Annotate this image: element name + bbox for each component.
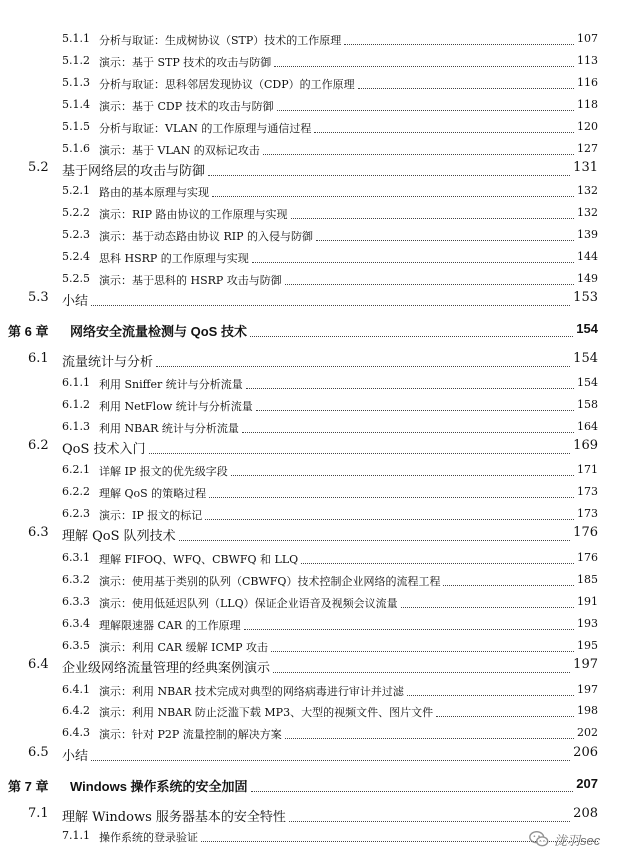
toc-entry-number: 6.4 bbox=[28, 657, 49, 672]
toc-entry-page: 132 bbox=[577, 184, 598, 197]
toc-entry-number: 6.2.2 bbox=[62, 485, 90, 498]
toc-entry-page: 171 bbox=[577, 463, 598, 476]
toc-entry bbox=[0, 373, 638, 395]
dot-leader bbox=[407, 695, 574, 696]
toc-entry-title: 演示：针对 P2P 流量控制的解决方案 bbox=[99, 728, 282, 741]
toc-entry-page: 173 bbox=[577, 507, 598, 520]
watermark-text: 泷羽sec bbox=[554, 832, 601, 848]
toc-entry bbox=[0, 350, 638, 372]
toc-entry bbox=[0, 548, 638, 570]
dot-leader bbox=[401, 607, 574, 608]
toc-entry bbox=[0, 570, 638, 592]
toc-entry-title: 理解 QoS 队列技术 bbox=[62, 529, 176, 544]
dot-leader bbox=[252, 262, 574, 263]
toc-entry-title: 演示：利用 NBAR 防止泛滥下载 MP3、大型的视频文件、图片文件 bbox=[99, 706, 434, 719]
toc-entry-number: 5.1.4 bbox=[62, 98, 90, 111]
wechat-icon bbox=[528, 828, 550, 850]
dot-leader bbox=[301, 563, 574, 564]
toc-entry-page: 207 bbox=[576, 776, 598, 791]
toc-entry-title: 演示：基于 STP 技术的攻击与防御 bbox=[99, 56, 272, 69]
dot-leader bbox=[291, 218, 574, 219]
toc-entry-page: 118 bbox=[577, 98, 598, 111]
dot-leader bbox=[316, 240, 574, 241]
toc-entry bbox=[0, 139, 638, 161]
toc-entry bbox=[0, 117, 638, 139]
toc-entry-page: 153 bbox=[573, 290, 598, 305]
toc-entry-page: 208 bbox=[573, 806, 598, 821]
toc-entry bbox=[0, 775, 638, 797]
toc-entry-title: 分析与取证：VLAN 的工作原理与通信过程 bbox=[99, 122, 312, 135]
dot-leader bbox=[250, 336, 573, 337]
toc-entry-title: 网络安全流量检测与 QoS 技术 bbox=[70, 324, 247, 339]
toc-entry-title: 演示：使用低延迟队列（LLQ）保证企业语音及视频会议流量 bbox=[99, 597, 398, 610]
toc-entry-number: 5.2.2 bbox=[62, 206, 90, 219]
toc-entry bbox=[0, 269, 638, 291]
toc-entry-number: 第 7 章 bbox=[8, 779, 49, 794]
toc-entry-number: 5.1.2 bbox=[62, 54, 90, 67]
toc-entry-number: 6.1.1 bbox=[62, 376, 90, 389]
toc-entry-number: 5.1.6 bbox=[62, 142, 90, 155]
toc-entry bbox=[0, 73, 638, 95]
toc-entry-title: 分析与取证：思科邻居发现协议（CDP）的工作原理 bbox=[99, 78, 355, 91]
toc-entry-page: 132 bbox=[577, 206, 598, 219]
toc-entry-number: 5.1.3 bbox=[62, 76, 90, 89]
toc-entry-number: 6.4.1 bbox=[62, 683, 90, 696]
toc-entry-page: 154 bbox=[576, 321, 598, 336]
toc-entry-number: 5.2.5 bbox=[62, 272, 90, 285]
toc-entry-title: 演示：基于动态路由协议 RIP 的入侵与防御 bbox=[99, 230, 314, 243]
dot-leader bbox=[156, 366, 570, 367]
dot-leader bbox=[251, 791, 573, 792]
toc-entry-number: 5.2 bbox=[28, 160, 49, 175]
toc-entry-title: 演示：RIP 路由协议的工作原理与实现 bbox=[99, 208, 288, 221]
toc-entry-title: 思科 HSRP 的工作原理与实现 bbox=[99, 252, 249, 265]
toc-entry-page: 193 bbox=[577, 617, 598, 630]
toc-entry-number: 6.3.3 bbox=[62, 595, 90, 608]
toc-entry-page: 164 bbox=[577, 420, 598, 433]
toc-entry-page: 116 bbox=[577, 76, 598, 89]
toc-entry-page: 127 bbox=[577, 142, 598, 155]
toc-entry-number: 7.1 bbox=[28, 806, 49, 821]
toc-entry-number: 6.3 bbox=[28, 525, 49, 540]
toc-entry-page: 131 bbox=[573, 160, 598, 175]
toc-entry-page: 176 bbox=[573, 525, 598, 540]
toc-entry-page: 198 bbox=[577, 704, 598, 717]
toc-entry-title: 演示：基于 CDP 技术的攻击与防御 bbox=[99, 100, 274, 113]
toc-entry-title: 路由的基本原理与实现 bbox=[99, 186, 209, 199]
toc-entry bbox=[0, 504, 638, 526]
toc-entry bbox=[0, 636, 638, 658]
dot-leader bbox=[208, 175, 570, 176]
toc-entry-number: 6.4.3 bbox=[62, 726, 90, 739]
toc-entry bbox=[0, 51, 638, 73]
toc-entry-title: 理解 Windows 服务器基本的安全特性 bbox=[62, 810, 286, 825]
toc-entry bbox=[0, 460, 638, 482]
toc-entry bbox=[0, 225, 638, 247]
toc-entry-title: 小结 bbox=[62, 749, 89, 764]
toc-entry-number: 5.2.4 bbox=[62, 250, 90, 263]
toc-entry-page: 195 bbox=[577, 639, 598, 652]
toc-entry-number: 6.3.5 bbox=[62, 639, 90, 652]
dot-leader bbox=[274, 66, 574, 67]
toc-entry-page: 197 bbox=[573, 657, 598, 672]
toc-entry bbox=[0, 482, 638, 504]
toc-entry-number: 6.1.2 bbox=[62, 398, 90, 411]
toc-entry bbox=[0, 95, 638, 117]
toc-entry bbox=[0, 203, 638, 225]
watermark bbox=[528, 826, 600, 852]
toc-entry-page: 169 bbox=[573, 438, 598, 453]
dot-leader bbox=[212, 196, 574, 197]
dot-leader bbox=[149, 453, 570, 454]
toc-entry-number: 5.3 bbox=[28, 290, 49, 305]
toc-entry-title: 演示：利用 NBAR 技术完成对典型的网络病毒进行审计并过滤 bbox=[99, 685, 404, 698]
dot-leader bbox=[91, 305, 570, 306]
toc-entry-title: 利用 Sniffer 统计与分析流量 bbox=[99, 378, 243, 391]
toc-entry bbox=[0, 29, 638, 51]
dot-leader bbox=[358, 88, 574, 89]
toc-entry bbox=[0, 181, 638, 203]
toc-entry-title: Windows 操作系统的安全加固 bbox=[70, 779, 248, 794]
toc-entry bbox=[0, 656, 638, 678]
toc-entry bbox=[0, 320, 638, 342]
toc-entry-number: 6.3.2 bbox=[62, 573, 90, 586]
dot-leader bbox=[277, 110, 574, 111]
toc-entry-page: 139 bbox=[577, 228, 598, 241]
dot-leader bbox=[273, 672, 570, 673]
toc-entry bbox=[0, 395, 638, 417]
dot-leader bbox=[289, 821, 570, 822]
dot-leader bbox=[263, 154, 574, 155]
toc-entry-number: 第 6 章 bbox=[8, 324, 49, 339]
toc-entry bbox=[0, 701, 638, 723]
toc-entry-page: 154 bbox=[577, 376, 598, 389]
toc-entry bbox=[0, 680, 638, 702]
toc-entry-page: 185 bbox=[577, 573, 598, 586]
toc-entry-title: 理解限速器 CAR 的工作原理 bbox=[99, 619, 241, 632]
toc-entry bbox=[0, 417, 638, 439]
toc-entry-number: 6.2.3 bbox=[62, 507, 90, 520]
toc-entry-number: 6.2 bbox=[28, 438, 49, 453]
toc-entry-page: 113 bbox=[577, 54, 598, 67]
dot-leader bbox=[271, 651, 574, 652]
toc-entry bbox=[0, 289, 638, 311]
toc-entry-title: 详解 IP 报文的优先级字段 bbox=[99, 465, 228, 478]
dot-leader bbox=[209, 497, 574, 498]
toc-entry-page: 191 bbox=[577, 595, 598, 608]
dot-leader bbox=[242, 432, 574, 433]
toc-entry-title: 基于网络层的攻击与防御 bbox=[62, 164, 206, 179]
toc-entry-page: 154 bbox=[573, 351, 598, 366]
dot-leader bbox=[285, 284, 574, 285]
toc-entry-title: 演示：基于 VLAN 的双标记攻击 bbox=[99, 144, 260, 157]
toc-entry-page: 120 bbox=[577, 120, 598, 133]
dot-leader bbox=[285, 738, 574, 739]
toc-entry-number: 5.2.1 bbox=[62, 184, 90, 197]
toc-entry-title: 企业级网络流量管理的经典案例演示 bbox=[62, 661, 271, 676]
toc-entry-title: 分析与取证：生成树协议（STP）技术的工作原理 bbox=[99, 34, 342, 47]
toc-entry-title: 流量统计与分析 bbox=[62, 355, 154, 370]
toc-entry bbox=[0, 592, 638, 614]
toc-entry-number: 5.1.1 bbox=[62, 32, 90, 45]
dot-leader bbox=[344, 44, 574, 45]
dot-leader bbox=[256, 410, 574, 411]
toc-entry bbox=[0, 805, 638, 827]
toc-entry-title: 演示：IP 报文的标记 bbox=[99, 509, 203, 522]
toc-entry-title: 理解 QoS 的策略过程 bbox=[99, 487, 207, 500]
toc-entry-number: 6.1.3 bbox=[62, 420, 90, 433]
toc-entry-title: 利用 NBAR 统计与分析流量 bbox=[99, 422, 239, 435]
dot-leader bbox=[91, 760, 570, 761]
dot-leader bbox=[246, 388, 574, 389]
toc-entry-title: 演示：使用基于类别的队列（CBWFQ）技术控制企业网络的流程工程 bbox=[99, 575, 441, 588]
toc-entry bbox=[0, 744, 638, 766]
toc-entry-page: 144 bbox=[577, 250, 598, 263]
toc-entry-page: 158 bbox=[577, 398, 598, 411]
toc-entry-title: 演示：基于思科的 HSRP 攻击与防御 bbox=[99, 274, 282, 287]
toc-entry-title: 演示：利用 CAR 缓解 ICMP 攻击 bbox=[99, 641, 269, 654]
dot-leader bbox=[436, 716, 574, 717]
toc-entry-title: 小结 bbox=[62, 294, 89, 309]
toc-entry-title: 利用 NetFlow 统计与分析流量 bbox=[99, 400, 253, 413]
toc-entry bbox=[0, 614, 638, 636]
dot-leader bbox=[443, 585, 574, 586]
toc-entry bbox=[0, 437, 638, 459]
toc-entry-page: 176 bbox=[577, 551, 598, 564]
toc-entry-number: 6.2.1 bbox=[62, 463, 90, 476]
toc-entry-page: 206 bbox=[573, 745, 598, 760]
toc-entry-number: 5.2.3 bbox=[62, 228, 90, 241]
toc-entry bbox=[0, 524, 638, 546]
dot-leader bbox=[314, 132, 574, 133]
toc-entry bbox=[0, 159, 638, 181]
toc-entry-number: 6.3.1 bbox=[62, 551, 90, 564]
toc-entry-page: 197 bbox=[577, 683, 598, 696]
toc-entry-number: 7.1.1 bbox=[62, 829, 90, 842]
toc-entry-page: 149 bbox=[577, 272, 598, 285]
dot-leader bbox=[231, 475, 574, 476]
toc-entry-title: 理解 FIFOQ、WFQ、CBWFQ 和 LLQ bbox=[99, 553, 299, 566]
toc-entry-title: 操作系统的登录验证 bbox=[99, 831, 198, 844]
toc-entry-number: 6.3.4 bbox=[62, 617, 90, 630]
toc-entry-page: 107 bbox=[577, 32, 598, 45]
toc-entry bbox=[0, 723, 638, 745]
toc-entry-number: 6.5 bbox=[28, 745, 49, 760]
toc-entry-page: 173 bbox=[577, 485, 598, 498]
dot-leader bbox=[205, 519, 574, 520]
toc-entry-number: 6.1 bbox=[28, 351, 49, 366]
toc-entry-number: 6.4.2 bbox=[62, 704, 90, 717]
dot-leader bbox=[244, 629, 574, 630]
toc-entry-title: QoS 技术入门 bbox=[62, 442, 146, 457]
toc-entry-page: 202 bbox=[577, 726, 598, 739]
dot-leader bbox=[179, 540, 570, 541]
toc-entry bbox=[0, 247, 638, 269]
toc-entry-number: 5.1.5 bbox=[62, 120, 90, 133]
